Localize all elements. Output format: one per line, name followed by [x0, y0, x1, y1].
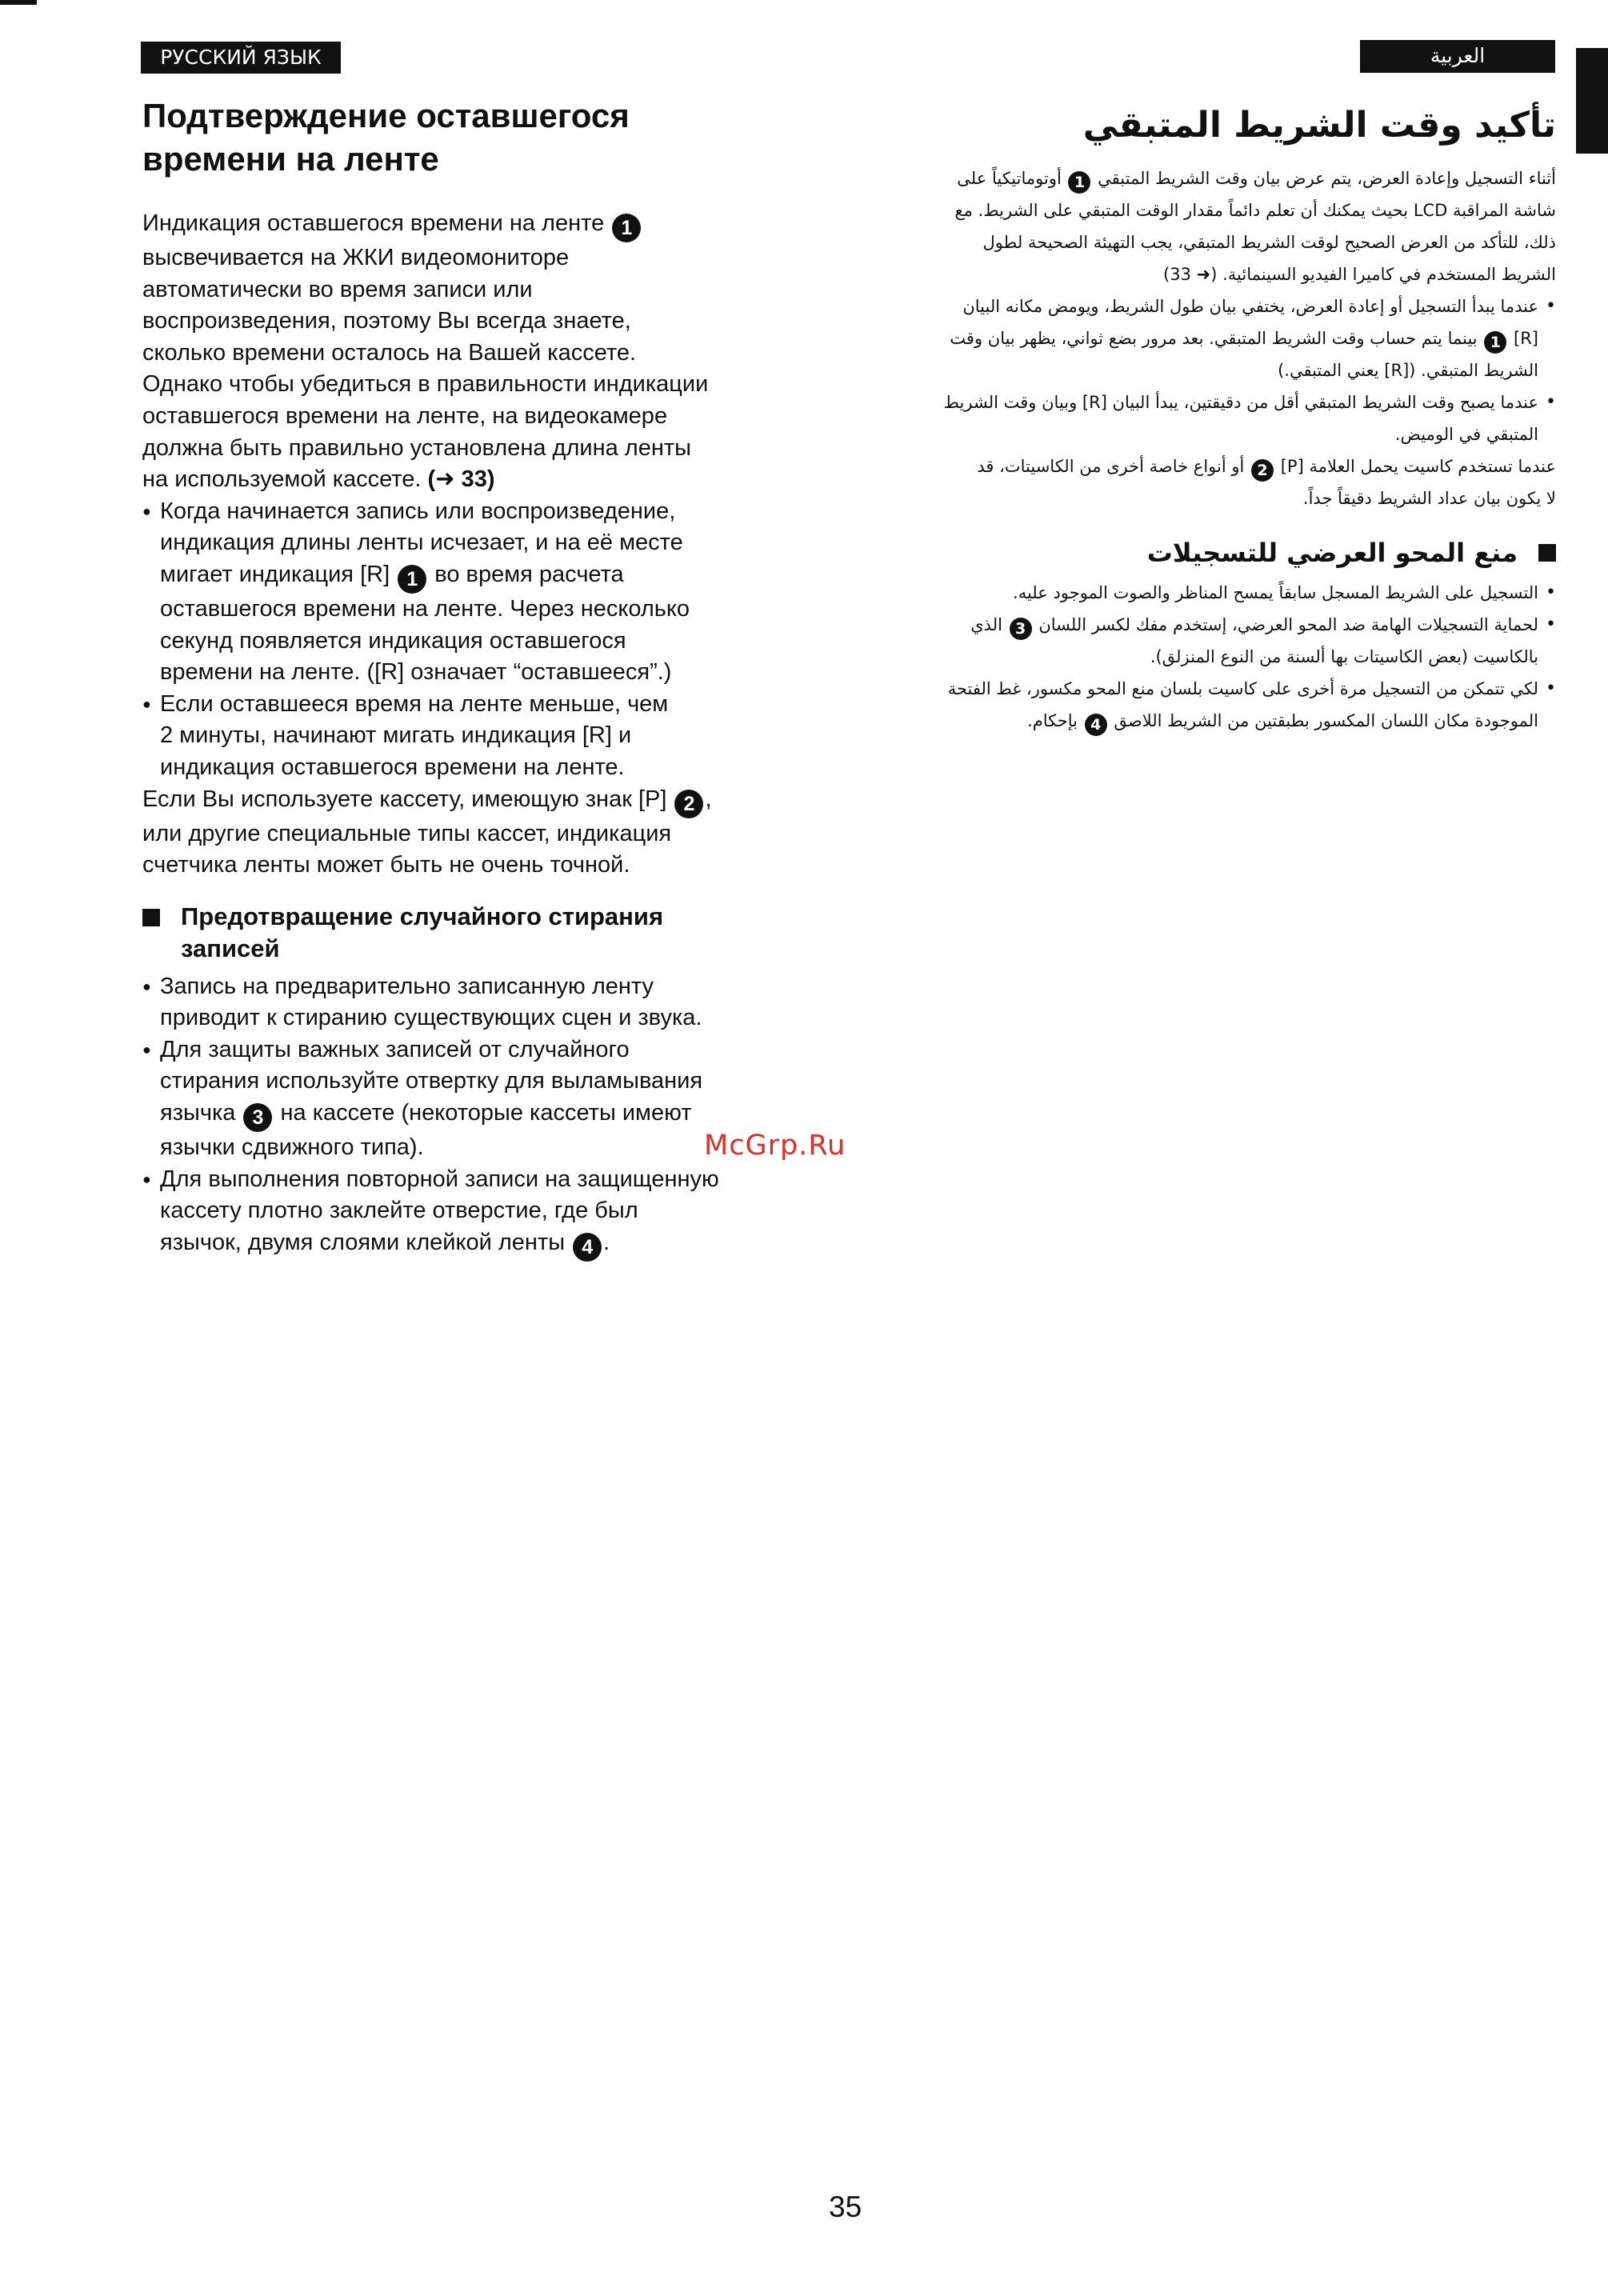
text-line: счетчика ленты может быть не очень точной.	[142, 852, 630, 878]
text-line: приводит к стиранию существующих сцен и звука.	[160, 1005, 702, 1031]
ar-bullet-4	[896, 609, 1556, 673]
number-2-badge: 2	[674, 790, 703, 818]
text-line: Однако чтобы убедиться в правильности индикации	[142, 371, 709, 398]
ru-page-title	[142, 94, 798, 181]
text-line: кассету плотно заклейте отверстие, где был	[160, 1198, 638, 1224]
number-1-badge: 1	[398, 565, 426, 594]
text-line: сколько времени осталось на Вашей кассете.	[142, 339, 637, 366]
text-line: [R]	[1514, 329, 1538, 348]
number-3-badge: 3	[243, 1103, 272, 1132]
text-line: секунд появляется индикация оставшегося	[160, 627, 626, 654]
text-line: عندما تستخدم كاسيت يحمل العلامة [P]	[1280, 457, 1556, 476]
ar-bullet-1	[896, 290, 1556, 386]
text-line: بإحكام.	[1027, 711, 1078, 730]
text-line: Если Вы используете кассету, имеющую знак [P]	[142, 786, 667, 812]
text-line: الذي	[970, 615, 1002, 634]
text-line: должна быть правильно установлена длина ленты	[142, 434, 691, 461]
text-line: شاشة المراقبة LCD بحيث يمكنك أن تعلم دائماً مقدار الوقت المتبقي على الشريط. مع	[954, 201, 1556, 220]
ru-title-line: Подтверждение оставшегося	[142, 97, 630, 134]
text-line: оставшегося времени на ленте, на видеокамере	[142, 402, 668, 429]
number-3-badge: 3	[1010, 618, 1032, 640]
corner-mark	[0, 0, 37, 5]
text-line: الشريط المستخدم في كاميرا الفيديو السينمائية. (➜ 33)	[1163, 265, 1556, 284]
text-line: автоматически во время записи или	[142, 276, 533, 302]
text-line: времени на ленте. ([R] означает “оставшееся”.)	[160, 659, 672, 686]
text-line: بالكاسيت (بعض الكاسيتات بها ألسنة من النوع المنزلق).	[1150, 647, 1538, 666]
ru-section-heading	[142, 901, 798, 965]
ru-intro-paragraph	[142, 208, 798, 496]
text-line: на используемой кассете.	[142, 466, 422, 493]
heading-line: записей	[181, 934, 280, 962]
ar-paragraph-2	[896, 450, 1556, 514]
text-line: во время расчета	[434, 561, 624, 587]
side-edge-bar	[1576, 48, 1608, 154]
ru-bullet-2	[142, 689, 798, 784]
text-line: الشريط المتبقي. ([R] يعني المتبقي.)	[1278, 361, 1538, 380]
text-line: ذلك، للتأكد من العرض الصحيح لوقت الشريط المتبقي، يجب التهيئة الصحيحة لطول	[982, 233, 1556, 252]
ru-bullet-3	[142, 971, 798, 1034]
text-line: لحماية التسجيلات الهامة ضد المحو العرضي، إستخدم مفك لكسر اللسان	[1038, 615, 1538, 634]
language-tag-arabic: العربية	[1360, 40, 1555, 73]
number-1-badge: 1	[1068, 171, 1090, 194]
text-line: высвечивается на ЖКИ видеомониторе	[142, 245, 570, 270]
text-line: индикация длины ленты исчезает, и на её месте	[160, 530, 683, 556]
number-4-badge: 4	[1085, 714, 1107, 736]
number-4-badge: 4	[573, 1233, 602, 1262]
heading-line: منع المحو العرضي للتسجيلات	[1146, 538, 1518, 568]
text-line: أو أنواع خاصة أخرى من الكاسيتات، قد	[977, 457, 1245, 476]
text-line: المتبقي في الوميض.	[1394, 425, 1538, 444]
ar-section-heading	[896, 534, 1556, 572]
text-line: ● Для выполнения повторной записи на защищенную	[160, 1166, 719, 1192]
text-line: لا يكون بيان عداد الشريط دقيقاً جداً.	[1302, 489, 1556, 508]
text-line: أوتوماتيكياً على	[957, 169, 1062, 188]
text-line: стирания используйте отвертку для выламывания	[160, 1068, 703, 1094]
ar-bullet-5	[896, 673, 1556, 737]
number-1-badge: 1	[612, 214, 641, 242]
text-line: 2 минуты, начинают мигать индикация [R] и	[160, 722, 632, 749]
text-line: на кассете (некоторые кассеты имеют	[280, 1100, 692, 1126]
text-line: الموجودة مكان اللسان المكسور بطبقتين من الشريط اللاصق	[1114, 711, 1538, 730]
text-line: язычки сдвижного типа).	[160, 1134, 424, 1161]
ru-bullet-5: ● Для выполнения повторной записи на защищенную кассету плотно заклейте отверстие, где был язычок, двумя слоями клейкой ленты 4 .	[142, 1164, 798, 1262]
text-line: язычка	[160, 1100, 236, 1126]
ru-paragraph-2: Если Вы используете кассету, имеющую знак [P] 2 , или другие специальные типы кассет, индикация счетчика ленты может быть не очень точной.	[142, 784, 798, 882]
text-line: ● Если оставшееся время на ленте меньше, чем	[160, 690, 669, 717]
text-line: язычок, двумя слоями клейкой ленты	[160, 1229, 566, 1255]
page-number: 35	[829, 2190, 862, 2223]
watermark-text: McGrp.Ru	[704, 1130, 846, 1162]
text-line: воспроизведения, поэтому Вы всегда знаете,	[142, 308, 631, 334]
square-bullet-icon	[142, 909, 160, 926]
text-line: • عندما يبدأ التسجيل أو إعادة العرض، يختفي بيان طول الشريط، ويومض مكانه البيان	[962, 297, 1538, 316]
text-line: оставшегося времени на ленте. Через несколько	[160, 595, 690, 622]
ru-bullet-4	[142, 1034, 798, 1164]
ar-bullet-2	[896, 386, 1556, 450]
text-line: ● Для защиты важных записей от случайного	[160, 1036, 630, 1062]
text-line: بينما يتم حساب وقت الشريط المتبقي. بعد مرور بضع ثواني، يظهر بيان وقت	[950, 329, 1478, 348]
ru-title-line: времени на ленте	[142, 140, 439, 178]
text-line: индикация оставшегося времени на ленте.	[160, 754, 625, 780]
page-reference: (➜ 33)	[427, 466, 495, 493]
number-1-badge: 1	[1484, 331, 1506, 354]
arabic-column	[896, 100, 1556, 737]
ar-intro-paragraph	[896, 162, 1556, 290]
square-bullet-icon	[1538, 544, 1556, 562]
text-line: ● Запись на предварительно записанную ленту	[160, 973, 654, 999]
number-2-badge: 2	[1251, 459, 1274, 482]
text-line: أثناء التسجيل وإعادة العرض، يتم عرض بيان وقت الشريط المتبقي	[1098, 169, 1556, 188]
ru-bullet-1	[142, 496, 798, 689]
language-tag-russian: РУССКИЙ ЯЗЫК	[141, 42, 341, 74]
text-line: • لكي تتمكن من التسجيل مرة أخرى على كاسيت بلسان منع المحو مكسور، غط الفتحة	[947, 679, 1538, 698]
text-line: ● Когда начинается запись или воспроизведение,	[160, 498, 676, 524]
text-line: или другие специальные типы кассет, индикация	[142, 820, 672, 846]
text-line: мигает индикация [R]	[160, 561, 390, 587]
text-line: Индикация оставшегося времени на ленте	[142, 210, 605, 236]
heading-line: Предотвращение случайного стирания	[181, 902, 664, 930]
ar-page-title: تأكيد وقت الشريط المتبقي	[1082, 105, 1556, 146]
russian-column	[142, 94, 798, 1262]
text-line: • عندما يصبح وقت الشريط المتبقي أقل من دقيقتين، يبدأ البيان [R] وبيان وقت الشريط	[943, 393, 1538, 412]
ar-bullet-3	[896, 577, 1556, 609]
text-line: • التسجيل على الشريط المسجل سابقاً يمسح المناظر والصوت الموجود عليه.	[1013, 583, 1538, 602]
